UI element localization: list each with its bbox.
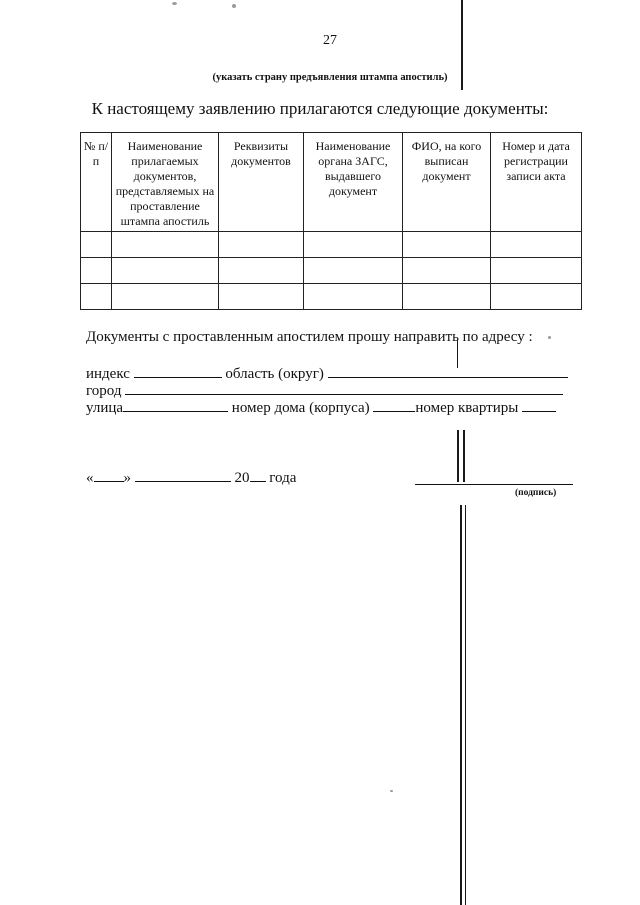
scan-artifact-speck <box>548 336 551 339</box>
table-row <box>81 232 582 258</box>
attachments-heading: К настоящему заявлению прилагаются следующие документы: <box>91 99 549 118</box>
table-cell[interactable] <box>112 258 219 284</box>
region-field[interactable] <box>328 365 568 378</box>
table-cell[interactable] <box>81 232 112 258</box>
col-header-number: № п/п <box>81 133 112 232</box>
attachments-table <box>80 132 582 310</box>
signature-caption: (подпись) <box>515 488 557 498</box>
table-row <box>81 258 582 284</box>
scan-artifact-speck <box>390 790 393 792</box>
index-label: индекс <box>86 366 130 382</box>
address-line-street <box>86 399 556 417</box>
col-header-document-name: Наименование прилагаемых документов, представляемых на проставление штампа апостиль <box>112 133 219 232</box>
year-prefix: 20 <box>234 470 250 486</box>
scan-artifact-line <box>457 430 459 482</box>
city-label: город <box>86 383 122 399</box>
table-cell[interactable] <box>112 232 219 258</box>
city-field[interactable] <box>125 382 563 395</box>
table-cell[interactable] <box>304 258 403 284</box>
col-header-record-number-date: Номер и дата регистрации записи акта <box>491 133 582 232</box>
region-label: область (округ) <box>225 366 324 382</box>
scan-artifact-line <box>465 505 466 905</box>
scan-artifact-speck <box>232 4 236 8</box>
scan-artifact-line <box>463 430 465 482</box>
table-cell[interactable] <box>403 258 491 284</box>
col-header-document-details: Реквизиты документов <box>219 133 304 232</box>
house-label: номер дома (корпуса) <box>231 400 370 416</box>
month-field[interactable] <box>135 469 231 482</box>
scan-artifact-speck <box>172 2 177 5</box>
year-field[interactable] <box>250 469 266 482</box>
table-row <box>81 284 582 310</box>
address-line-index-region <box>86 365 568 383</box>
table-header-row <box>81 133 582 232</box>
date-open-quote: « <box>86 470 94 486</box>
scan-artifact-line <box>460 505 462 905</box>
table-cell[interactable] <box>403 232 491 258</box>
table-cell[interactable] <box>304 284 403 310</box>
index-field[interactable] <box>134 365 222 378</box>
table-cell[interactable] <box>81 258 112 284</box>
col-header-full-name: ФИО, на кого выписан документ <box>403 133 491 232</box>
day-field[interactable] <box>94 469 124 482</box>
table-cell[interactable] <box>219 232 304 258</box>
table-cell[interactable] <box>491 284 582 310</box>
page-number: 27 <box>323 33 337 48</box>
table-cell[interactable] <box>491 232 582 258</box>
country-note: (указать страну предъявления штампа апостиль) <box>212 72 448 83</box>
signature-field[interactable] <box>415 484 573 485</box>
table-cell[interactable] <box>81 284 112 310</box>
apartment-label: номер квартиры <box>415 400 519 416</box>
table-cell[interactable] <box>219 258 304 284</box>
year-suffix: года <box>269 470 297 486</box>
table-cell[interactable] <box>112 284 219 310</box>
table-cell[interactable] <box>403 284 491 310</box>
col-header-registry-office: Наименование органа ЗАГС, выдавшего документ <box>304 133 403 232</box>
table-cell[interactable] <box>304 232 403 258</box>
address-line-city <box>86 382 563 400</box>
street-label: улица <box>86 400 124 416</box>
street-field[interactable] <box>123 399 228 412</box>
table-cell[interactable] <box>491 258 582 284</box>
table-cell[interactable] <box>219 284 304 310</box>
apartment-field[interactable] <box>522 399 556 412</box>
date-line <box>86 469 296 487</box>
date-close-quote: » <box>123 470 131 486</box>
house-field[interactable] <box>373 399 415 412</box>
address-intro: Документы с проставленным апостилем прошу направить по адресу : <box>86 329 533 345</box>
